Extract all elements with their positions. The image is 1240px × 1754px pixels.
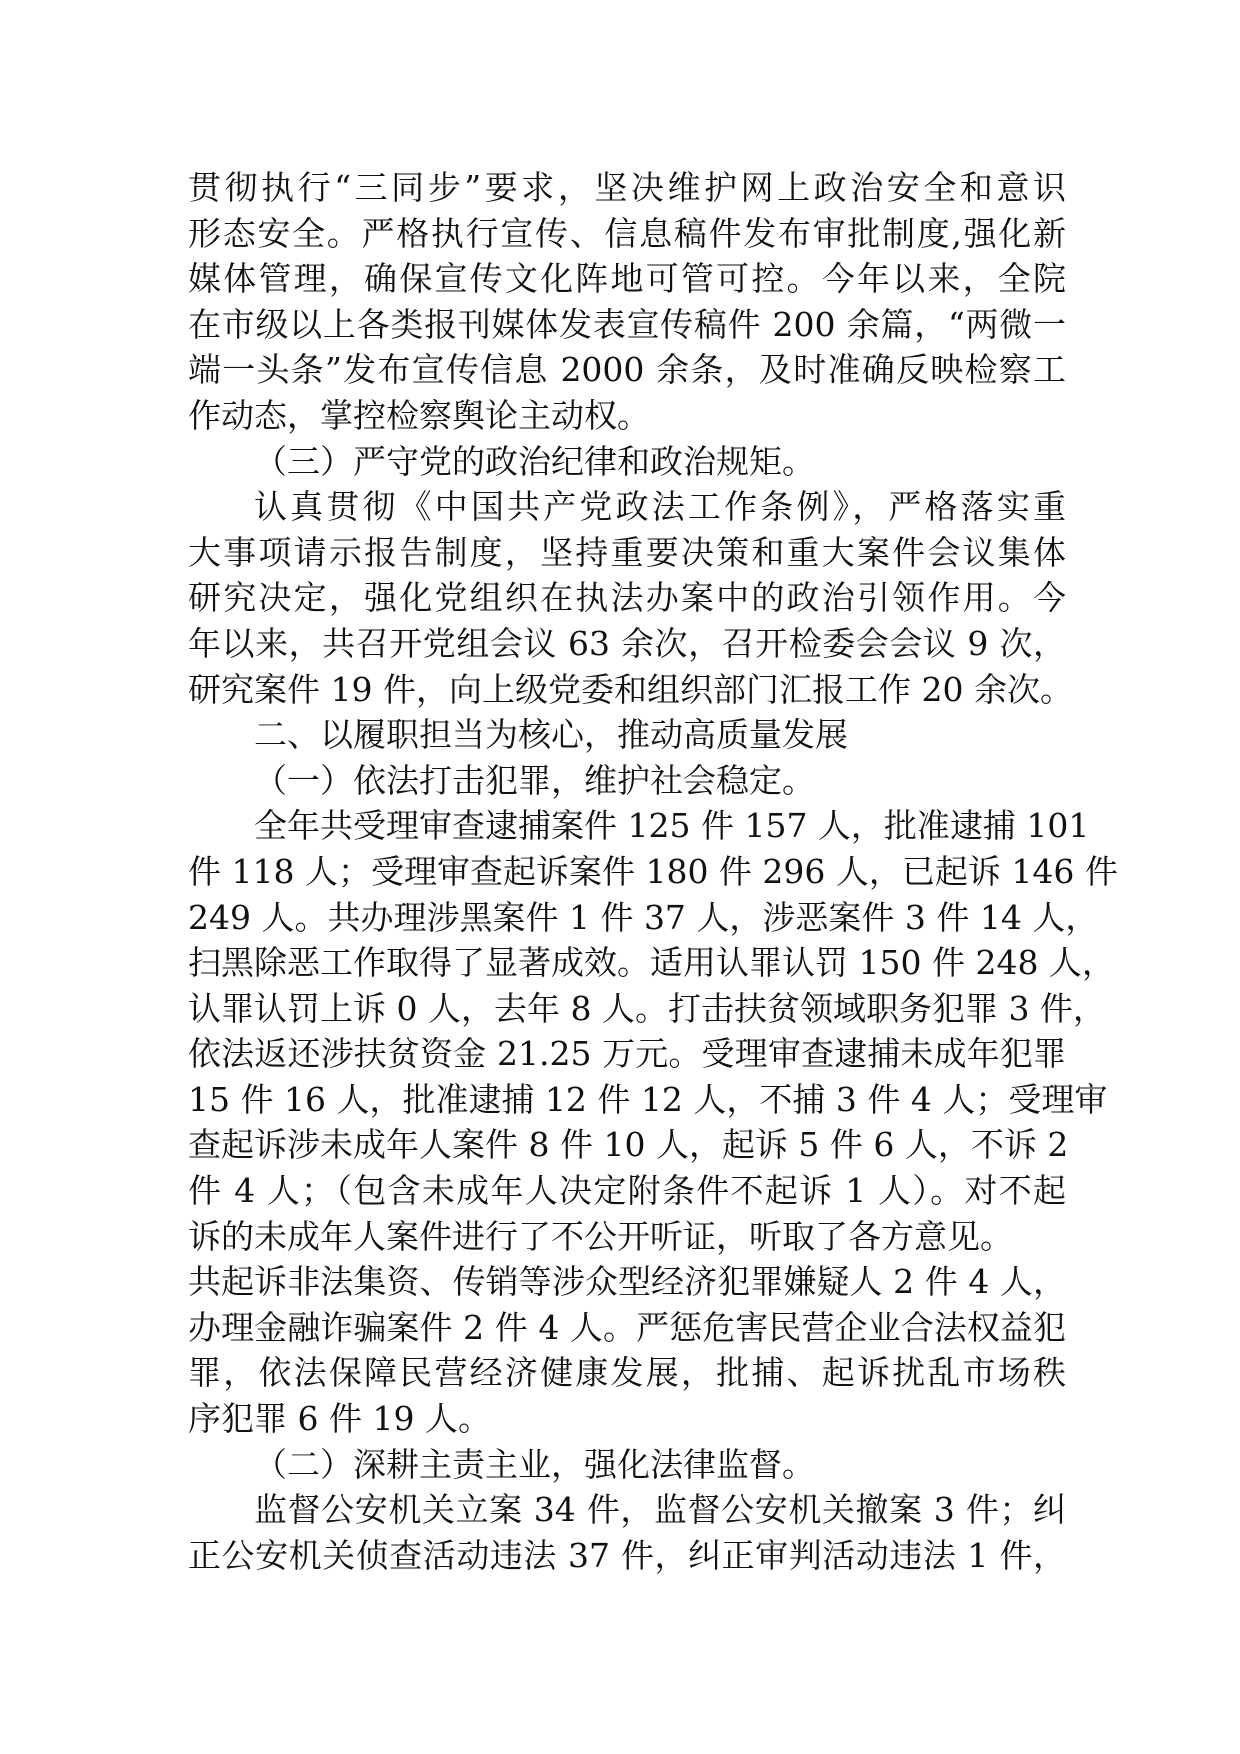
text-line: 作动态，掌控检察舆论主动权。 [188,395,650,435]
text-line: 件 118 人；受理审查起诉案件 180 件 296 人，已起诉 146 件 [188,851,1118,891]
text-line: 15 件 16 人，批准逮捕 12 件 12 人，不捕 3 件 4 人；受理审 [188,1079,1108,1119]
text-line: （一）依法打击犯罪，维护社会稳定。 [254,760,815,800]
text-line: 共起诉非法集资、传销等涉众型经济犯罪嫌疑人 2 件 4 人， [188,1262,1066,1302]
text-line: 序犯罪 6 件 19 人。 [188,1399,491,1439]
text-line: 罪，依法保障民营经济健康发展，批捕、起诉扰乱市场秩 [188,1353,1066,1393]
text-line: 诉的未成年人案件进行了不公开听证，听取了各方意见。 [188,1216,1013,1256]
text-line: 年以来，共召开党组会议 63 余次，召开检委会会议 9 次， [188,623,1066,663]
text-line: 形态安全。严格执行宣传、信息稿件发布审批制度,强化新 [188,213,1066,253]
text-line: 研究案件 19 件，向上级党委和组织部门汇报工作 20 余次。 [188,669,1073,709]
text-line: 查起诉涉未成年人案件 8 件 10 人，起诉 5 件 6 人，不诉 2 [188,1125,1069,1165]
text-line: 正公安机关侦查活动违法 37 件，纠正审判活动违法 1 件， [188,1535,1066,1575]
text-line: 件 4 人；（包含未成年人决定附条件不起诉 1 人）。对不起 [188,1171,1066,1211]
text-line: 认罪认罚上诉 0 人，去年 8 人。打击扶贫领域职务犯罪 3 件， [188,988,1106,1028]
text-line: 依法返还涉扶贫资金 21.25 万元。受理审查逮捕未成年犯罪 [188,1034,1066,1074]
text-line: 扫黑除恶工作取得了显著成效。适用认罪认罚 150 件 248 人， [188,943,1115,983]
text-line: 全年共受理审查逮捕案件 125 件 157 人，批准逮捕 101 [254,806,1090,846]
text-line: 监督公安机关立案 34 件，监督公安机关撤案 3 件；纠 [254,1490,1066,1530]
text-line: 研究决定，强化党组织在执法办案中的政治引领作用。今 [188,578,1066,618]
text-line: 在市级以上各类报刊媒体发表宣传稿件 200 余篇，“两微一 [188,304,1066,344]
text-line: （三）严守党的政治纪律和政治规矩。 [254,441,815,481]
text-line: （二）深耕主责主业，强化法律监督。 [254,1444,815,1484]
text-line: 端一头条”发布宣传信息 2000 余条，及时准确反映检察工 [188,350,1066,390]
text-line: 媒体管理，确保宣传文化阵地可管可控。今年以来，全院 [188,259,1066,299]
text-line: 认真贯彻《中国共产党政法工作条例》，严格落实重 [254,487,1066,527]
text-line: 贯彻执行“三同步”要求，坚决维护网上政治安全和意识 [188,168,1066,207]
text-line: 办理金融诈骗案件 2 件 4 人。严惩危害民营企业合法权益犯 [188,1307,1066,1347]
text-line: 二、以履职担当为核心，推动高质量发展 [254,715,848,755]
text-line: 大事项请示报告制度，坚持重要决策和重大案件会议集体 [188,532,1066,572]
text-line: 249 人。共办理涉黑案件 1 件 37 人，涉恶案件 3 件 14 人， [188,897,1099,937]
document-page [188,165,1118,1578]
